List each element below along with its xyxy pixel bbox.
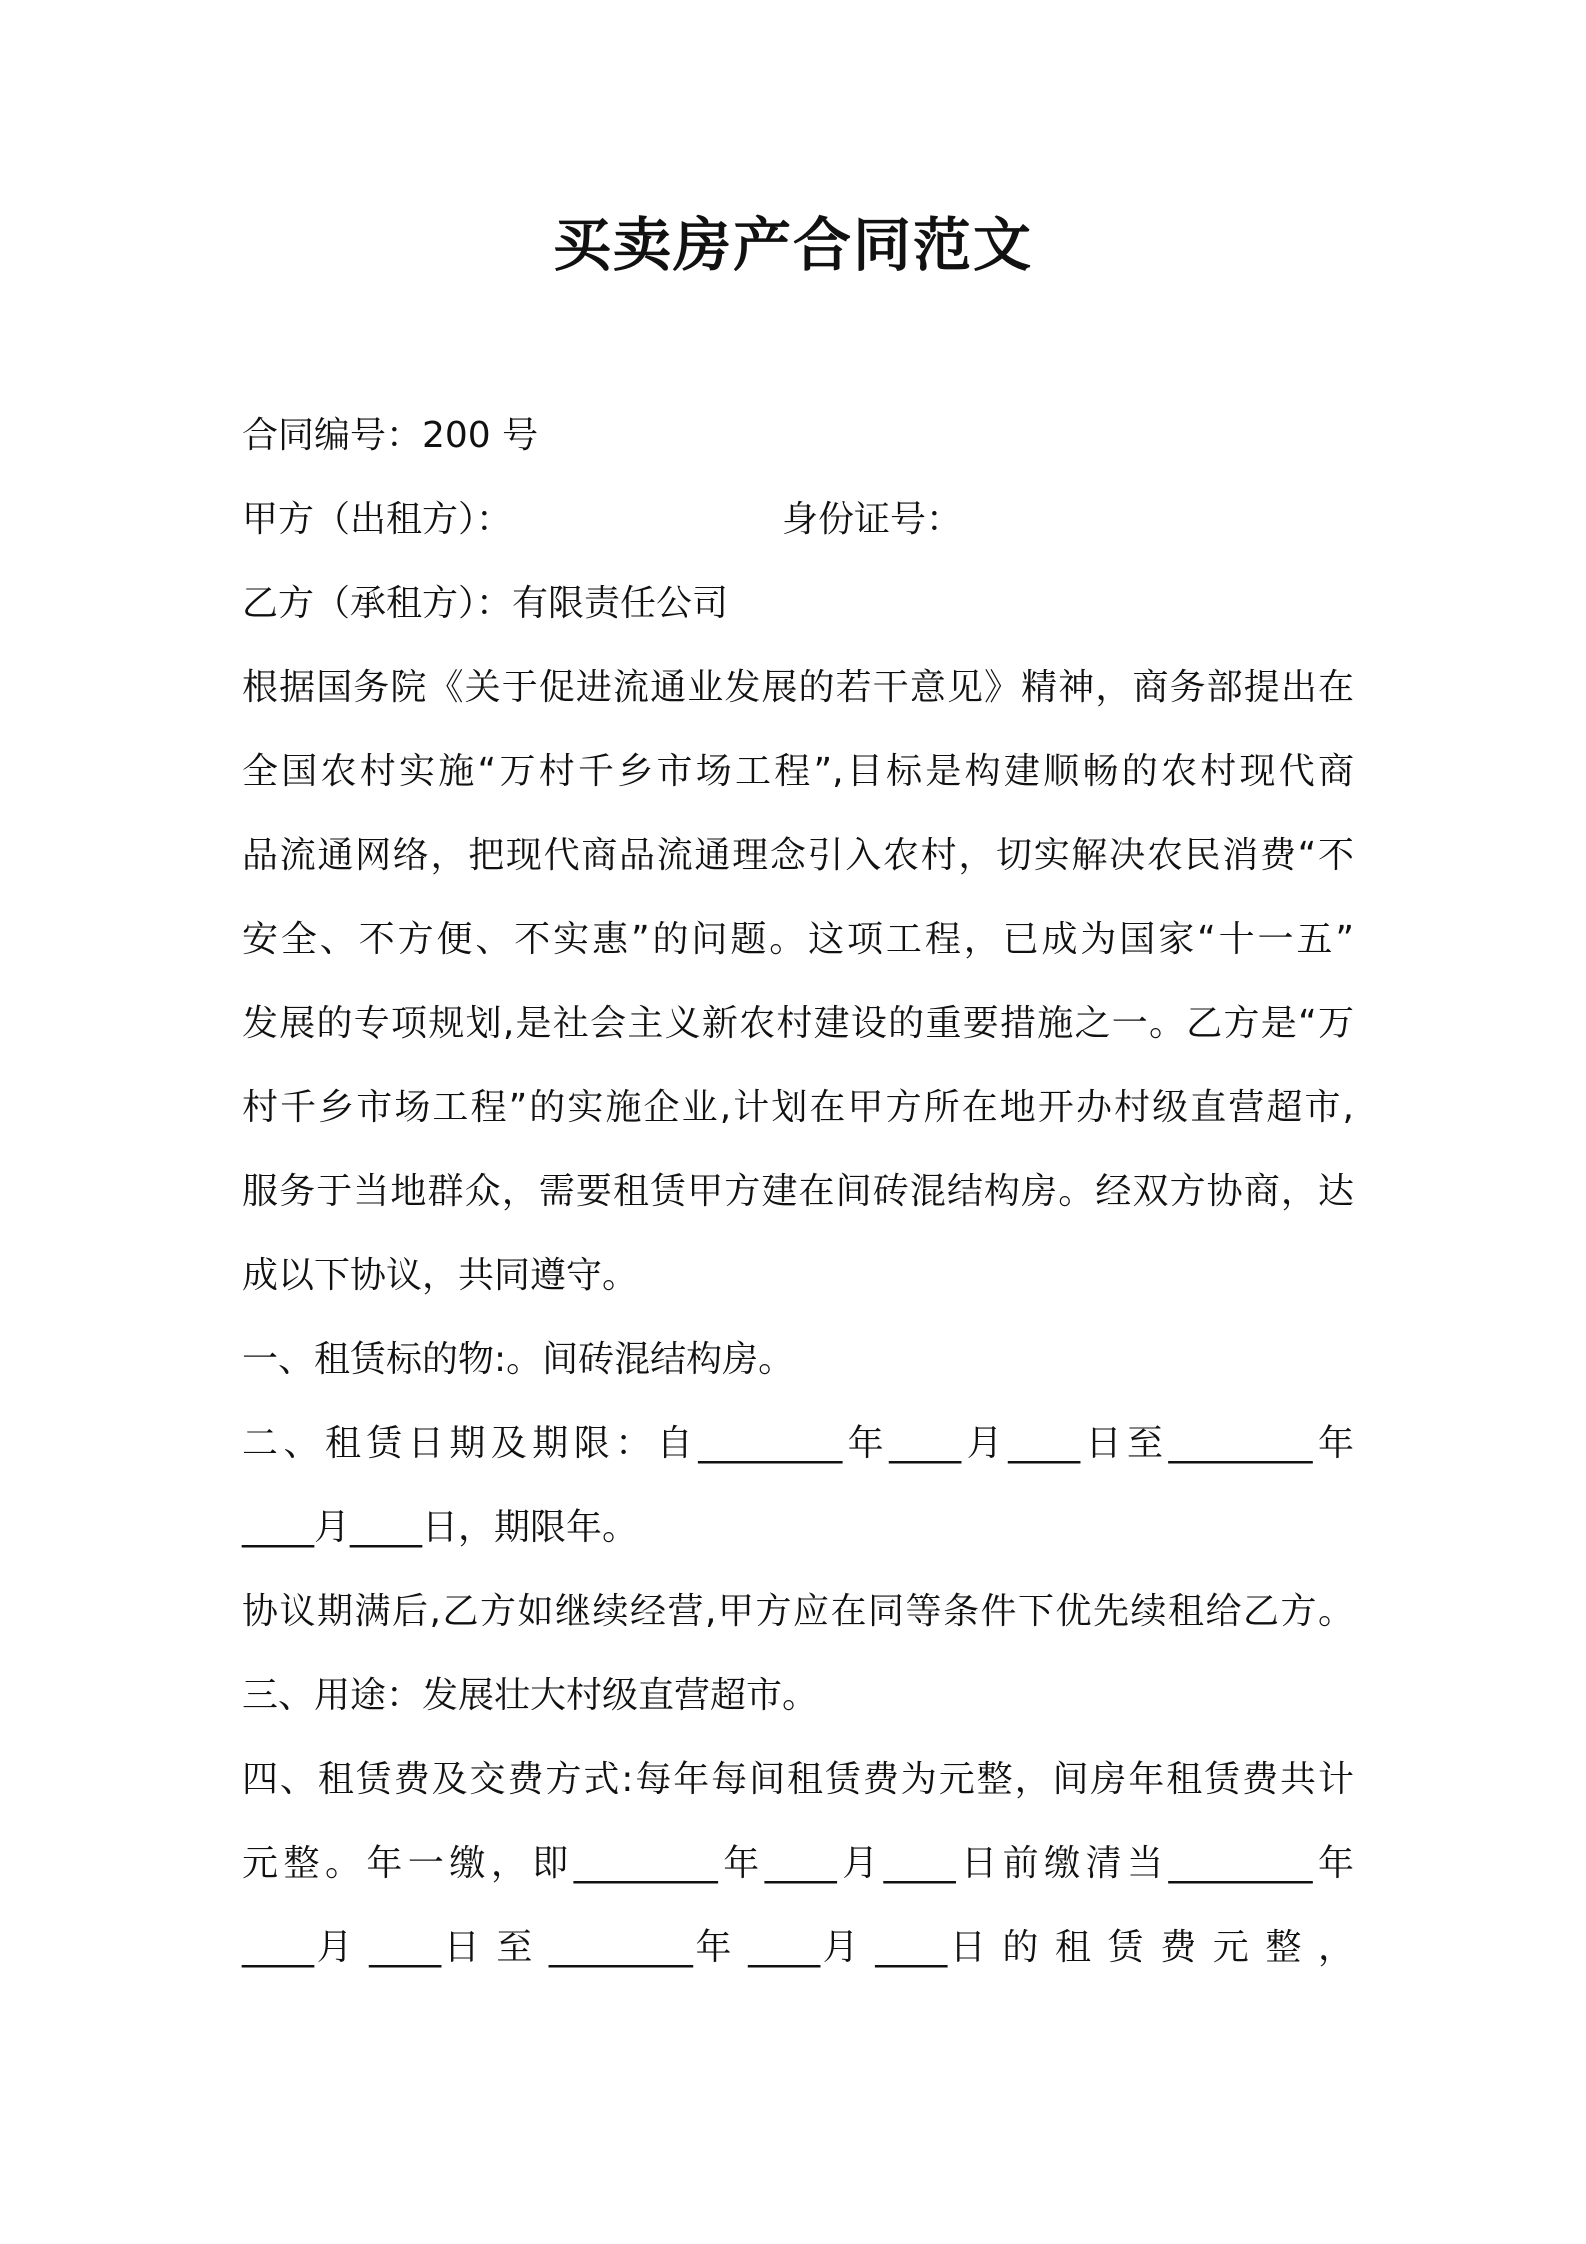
clause-3-line: 三、用途：发展壮大村级直营超市。 [242,1675,819,1716]
body-line: 品流通网络，把现代商品流通理念引入农村，切实解决农民消费“不 [242,835,1354,876]
clause-1-line: 一、租赁标的物:。间砖混结构房。 [242,1339,795,1380]
clause-4-line-continued: ____月 ____日 至 ________年 ____月 ____日 的 租 赁 费 元 整 ， [242,1927,1354,1968]
clause-4-line-continued: 元整。年一缴，即________年____月____日前缴清当________年 [242,1843,1354,1884]
contract-number-line: 合同编号：200 号 [242,415,539,456]
body-line: 服务于当地群众，需要租赁甲方建在间砖混结构房。经双方协商，达 [242,1171,1354,1212]
body-line: 全国农村实施“万村千乡市场工程”,目标是构建顺畅的农村现代商 [242,751,1354,792]
body-line: 村千乡市场工程”的实施企业,计划在甲方所在地开办村级直营超市, [242,1087,1354,1128]
renewal-line: 协议期满后,乙方如继续经营,甲方应在同等条件下优先续租给乙方。 [242,1591,1354,1632]
clause-2-line: 二、租赁日期及期限：自________年____月____日至________年 [242,1423,1354,1464]
body-line: 根据国务院《关于促进流通业发展的若干意见》精神，商务部提出在 [242,667,1354,708]
party-a-line [242,492,962,548]
body-line: 安全、不方便、不实惠”的问题。这项工程，已成为国家“十一五” [242,919,1354,960]
document-title: 买卖房产合同范文 [552,211,1033,279]
clause-4-line: 四、租赁费及交费方式:每年每间租赁费为元整，间房年租赁费共计 [242,1759,1354,1800]
party-b-line: 乙方（承租方）：有限责任公司 [242,583,729,624]
party-a-id-label: 身份证号： [782,499,963,540]
body-line: 发展的专项规划,是社会主义新农村建设的重要措施之一。乙方是“万 [242,1003,1354,1044]
body-line: 成以下协议，共同遵守。 [242,1255,639,1296]
clause-2-line-continued: ____月____日，期限年。 [242,1507,639,1548]
party-a-label: 甲方（出租方）： [242,499,513,540]
